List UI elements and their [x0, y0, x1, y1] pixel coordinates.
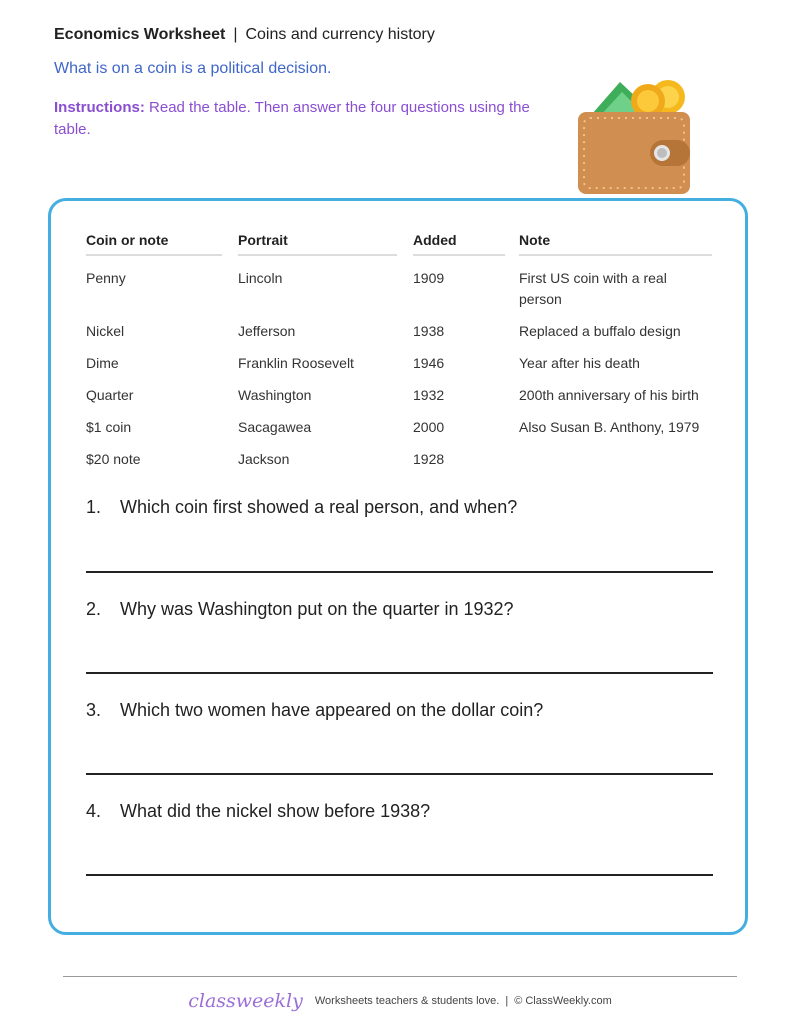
question-text: What did the nickel show before 1938?: [120, 801, 431, 821]
table-cell: 2000: [413, 419, 445, 435]
table-cell: 1946: [413, 355, 445, 371]
worksheet-subject: Economics Worksheet: [54, 26, 226, 43]
table-row: [86, 347, 712, 379]
brand-logo: classweekly: [188, 990, 303, 1012]
question-number: 2.: [86, 599, 102, 619]
table-cell: Sacagawea: [238, 419, 312, 435]
question-text: Which coin first showed a real person, and when?: [120, 497, 518, 517]
footer-divider: [63, 976, 737, 977]
table-row: [86, 262, 712, 315]
answer-line[interactable]: [86, 672, 713, 674]
table-cell: Also Susan B. Anthony, 1979: [519, 419, 700, 435]
table-cell: 1928: [413, 451, 445, 467]
currency-table: [86, 232, 712, 475]
question-2: [86, 599, 713, 620]
table-cell: 1909: [413, 270, 445, 286]
table-cell: 1932: [413, 387, 445, 403]
footer-copyright: © ClassWeekly.com: [514, 995, 612, 1007]
table-cell: Penny: [86, 270, 126, 286]
question-text: Why was Washington put on the quarter in 1932?: [120, 599, 514, 619]
table-cell: 1938: [413, 323, 445, 339]
footer: [0, 990, 800, 1012]
table-cell: $20 note: [86, 451, 141, 467]
table-row: [86, 315, 712, 347]
answer-line[interactable]: [86, 571, 713, 573]
worksheet-topic: Coins and currency history: [245, 26, 435, 43]
wallet-icon: [570, 74, 700, 199]
instructions-label: Instructions:: [54, 99, 145, 116]
table-row: [86, 443, 712, 475]
question-text: Which two women have appeared on the dollar coin?: [120, 700, 544, 720]
question-number: 3.: [86, 700, 102, 720]
table-cell: 200th anniversary of his birth: [519, 387, 699, 403]
instructions: [54, 97, 534, 141]
column-header-note: Note: [519, 232, 712, 262]
table-cell: Year after his death: [519, 355, 640, 371]
worksheet-header: [54, 26, 435, 44]
footer-tagline: Worksheets teachers & students love.: [314, 995, 500, 1007]
table-cell: Quarter: [86, 387, 134, 403]
table-cell: [519, 443, 712, 454]
table-cell: $1 coin: [86, 419, 132, 435]
answer-line[interactable]: [86, 773, 713, 775]
column-header-portrait: Portrait: [238, 232, 413, 262]
table-cell: First US coin with a real person: [519, 270, 667, 307]
answer-line[interactable]: [86, 874, 713, 876]
column-header-coin: Coin or note: [86, 232, 238, 262]
table-cell: Nickel: [86, 323, 125, 339]
worksheet-subtitle: What is on a coin is a political decision.: [54, 60, 332, 77]
table-cell: Lincoln: [238, 270, 283, 286]
table-cell: Jefferson: [238, 323, 296, 339]
footer-separator: |: [505, 995, 509, 1007]
question-1: [86, 497, 713, 518]
header-separator: |: [233, 26, 238, 43]
question-4: [86, 801, 713, 822]
table-row: [86, 379, 712, 411]
question-number: 4.: [86, 801, 102, 821]
column-header-added: Added: [413, 232, 519, 262]
table-cell: Jackson: [238, 451, 290, 467]
table-header-row: [86, 232, 712, 262]
instructions-text: Read the table. Then answer the four questions using the table.: [54, 99, 530, 138]
table-cell: Washington: [238, 387, 312, 403]
table-cell: Dime: [86, 355, 119, 371]
question-3: [86, 700, 713, 721]
table-row: [86, 411, 712, 443]
question-number: 1.: [86, 497, 102, 517]
table-cell: Replaced a buffalo design: [519, 323, 681, 339]
table-cell: Franklin Roosevelt: [238, 355, 354, 371]
